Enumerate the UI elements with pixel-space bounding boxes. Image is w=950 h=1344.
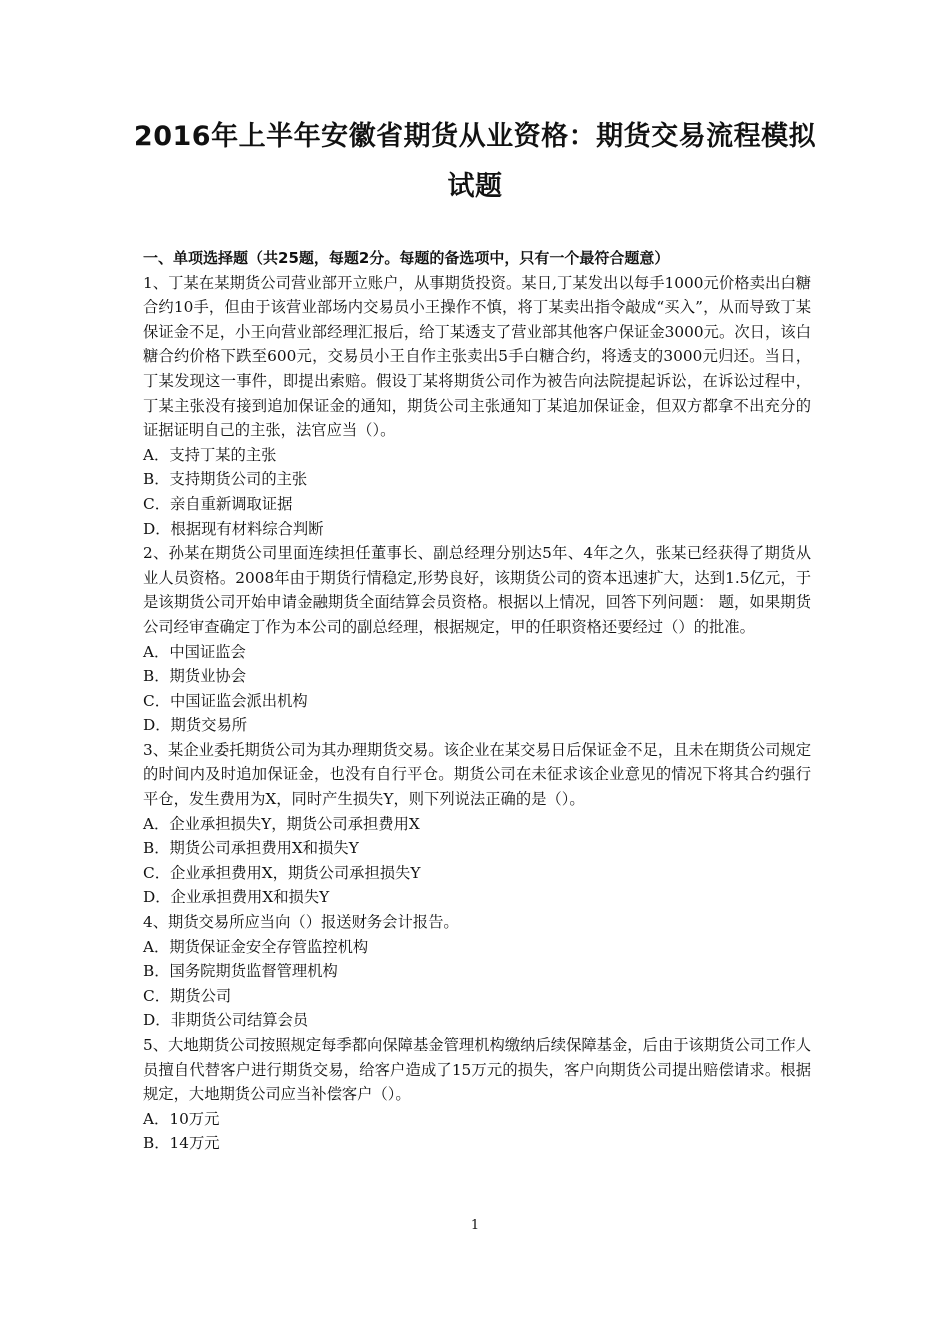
option-d: D．根据现有材料综合判断 (143, 519, 324, 538)
question-4 (143, 910, 811, 1033)
question-text: 2、孙某在期货公司里面连续担任董事长、副总经理分别达5年、4年之久，张某已经获得了期货从业人员资格。2008年由于期货行情稳定,形势良好，该期货公司的资本迅速扩大，达到1.5亿元，于是该期货公司开始申请金融期货全面结算会员资格。根据以上情况，回答下列问题： 题，如果期货公司经审查确定丁作为本公司的副总经理，根据规定，甲的任职资格还要经过（）的批准。 (143, 544, 811, 636)
document-title: 2016年上半年安徽省期货从业资格：期货交易流程模拟试题 (133, 121, 817, 202)
question-text: 1、丁某在某期货公司营业部开立账户，从事期货投资。某日,丁某发出以每手1000元价格卖出白糖合约10手，但由于该营业部场内交易员小王操作不慎，将丁某卖出指令敲成“买入”，从而导致丁某保证金不足，小王向营业部经理汇报后，给丁某透支了营业部其他客户保证金3000元。次日，该白糖合约价格下跌至600元，交易员小王自作主张卖出5手白糖合约，将透支的3000元归还。当日，丁某发现这一事件，即提出索赔。假设丁某将期货公司作为被告向法院提起诉讼，在诉讼过程中，丁某主张没有接到追加保证金的通知，期货公司主张通知丁某追加保证金，但双方都拿不出充分的证据证明自己的主张，法官应当（）。 (143, 273, 811, 440)
page-number: 1 (470, 1218, 480, 1233)
option-c: C．中国证监会派出机构 (143, 691, 308, 710)
question-text: 3、某企业委托期货公司为其办理期货交易。该企业在某交易日后保证金不足，且未在期货公司规定的时间内及时追加保证金，也没有自行平仓。期货公司在未征求该企业意见的情况下将其合约强行平仓，发生费用为X，同时产生损失Y，则下列说法正确的是（）。 (143, 740, 811, 809)
option-d: D．企业承担费用X和损失Y (143, 888, 330, 907)
option-b: B．国务院期货监督管理机构 (143, 962, 338, 981)
document-body (143, 246, 811, 1156)
option-c: C．亲自重新调取证据 (143, 494, 293, 513)
option-c: C．企业承担费用X，期货公司承担损失Y (143, 863, 421, 882)
option-b: B．期货公司承担费用X和损失Y (143, 839, 359, 858)
question-5 (143, 1033, 811, 1156)
option-d: D．期货交易所 (143, 716, 248, 735)
option-a: A．中国证监会 (143, 642, 246, 661)
question-1 (143, 271, 811, 542)
option-b: B．支持期货公司的主张 (143, 470, 308, 489)
option-c: C．期货公司 (143, 986, 232, 1005)
question-text: 4、期货交易所应当向（）报送财务会计报告。 (143, 913, 459, 932)
option-b: B．期货业协会 (143, 667, 247, 686)
question-3 (143, 738, 811, 910)
option-a: A．企业承担损失Y，期货公司承担费用X (143, 814, 420, 833)
option-a: A．支持丁某的主张 (143, 445, 277, 464)
option-a: A．10万元 (143, 1109, 220, 1128)
question-2 (143, 541, 811, 738)
option-b: B．14万元 (143, 1134, 220, 1153)
option-a: A．期货保证金安全存管监控机构 (143, 937, 369, 956)
option-d: D．非期货公司结算会员 (143, 1011, 309, 1030)
question-text: 5、大地期货公司按照规定每季都向保障基金管理机构缴纳后续保障基金，后由于该期货公司工作人员擅自代替客户进行期货交易，给客户造成了15万元的损失，客户向期货公司提出赔偿请求。根据规定，大地期货公司应当补偿客户（）。 (143, 1036, 811, 1104)
section-heading: 一、单项选择题（共25题，每题2分。每题的备选项中，只有一个最符合题意） (143, 249, 670, 267)
